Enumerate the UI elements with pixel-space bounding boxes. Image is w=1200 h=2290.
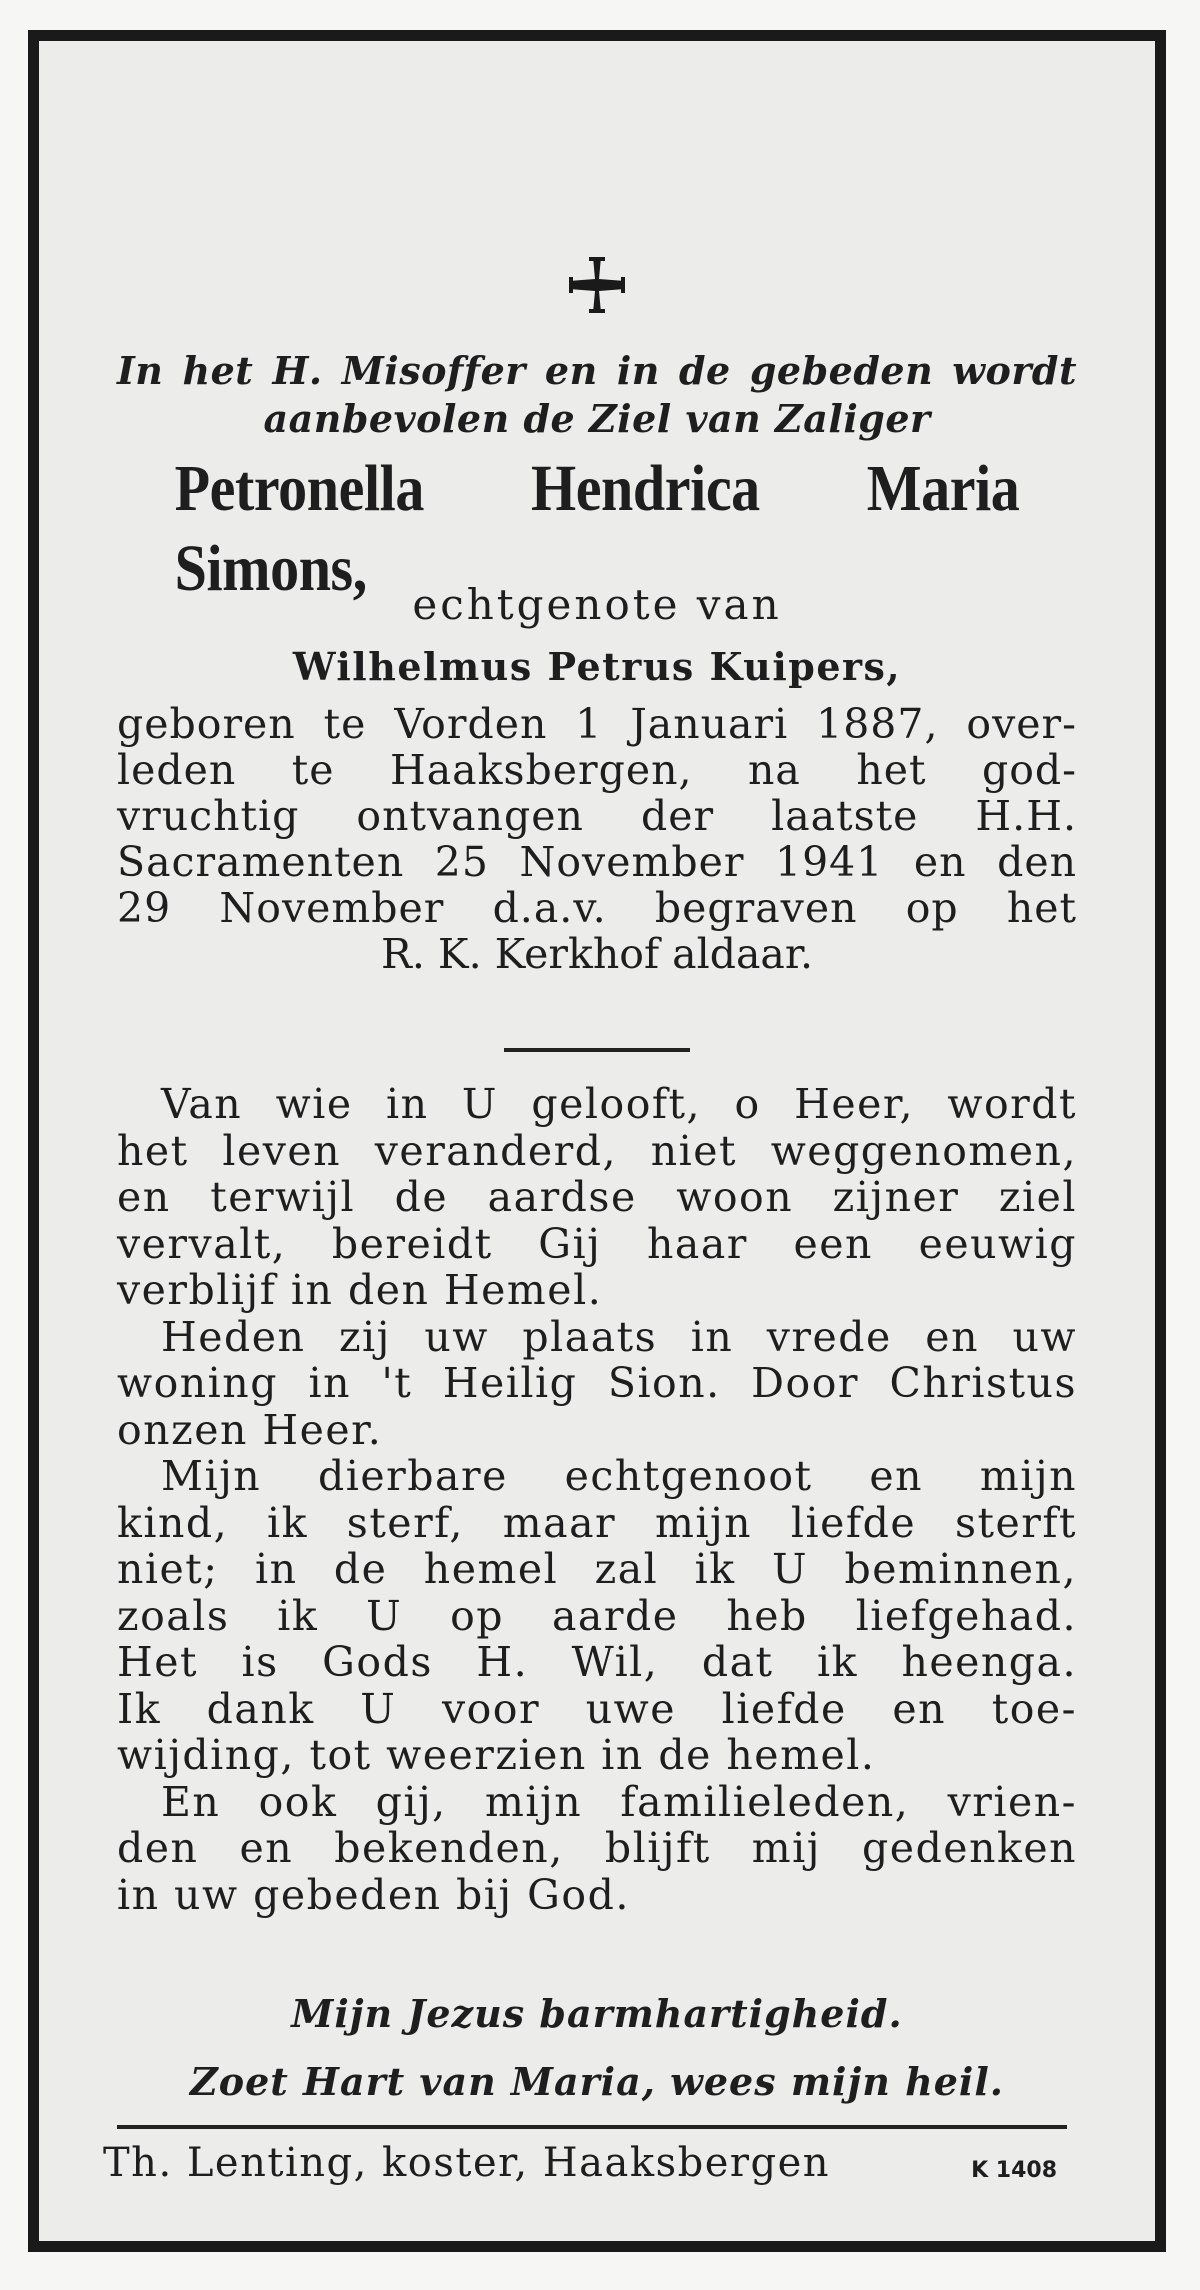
intro-line-2: aanbevolen de Ziel van Zaliger xyxy=(263,396,931,441)
intro-line-1: In het H. Misoffer en in de gebeden wordt xyxy=(117,348,1077,393)
printer-code: K 1408 xyxy=(971,2158,1057,2183)
prayer-line: niet; in de hemel zal ik U beminnen, xyxy=(117,1545,1077,1593)
deceased-name: Petronella Hendrica Maria Simons, xyxy=(174,452,1020,605)
printer-line xyxy=(103,2137,1067,2189)
prayer-line: den en bekenden, blijft mij gedenken xyxy=(117,1824,1077,1872)
prayer-line: kind, ik sterf, maar mijn liefde sterft xyxy=(117,1498,1077,1547)
prayer-line: Ik dank U voor uwe liefde en toe- xyxy=(117,1684,1077,1733)
prayer-line: verblijf in den Hemel. xyxy=(117,1266,603,1314)
prayer-line: Heden zij uw plaats in vrede en uw xyxy=(161,1312,1077,1361)
card-content xyxy=(103,41,1077,2241)
prayer-line: Het is Gods H. Wil, dat ik heenga. xyxy=(117,1638,1077,1686)
prayer-line: Van wie in U gelooft, o Heer, wordt xyxy=(161,1080,1077,1128)
printer-credit: Th. Lenting, koster, Haaksbergen xyxy=(103,2140,831,2186)
details-line: R. K. Kerkhof aldaar. xyxy=(381,930,813,978)
prayer-line: in uw gebeden bij God. xyxy=(117,1870,630,1919)
details-line: vruchtig ontvangen der laatste H.H. xyxy=(117,792,1077,840)
footer-divider xyxy=(117,2125,1067,2129)
details-line: geboren te Vorden 1 Januari 1887, over- xyxy=(117,700,1077,748)
prayer-line: onzen Heer. xyxy=(117,1405,383,1454)
cross-pattee-icon xyxy=(565,253,629,317)
prayer-line: zoals ik U op aarde heb liefgehad. xyxy=(117,1591,1077,1640)
prayer-line: het leven veranderd, niet weggenomen, xyxy=(117,1126,1077,1175)
prayer-line: Mijn dierbare echtgenoot en mijn xyxy=(161,1452,1077,1500)
details-line: leden te Haaksbergen, na het god- xyxy=(117,746,1077,794)
intro-text xyxy=(117,347,1077,443)
spouse-name: Wilhelmus Petrus Kuipers, xyxy=(292,644,902,689)
short-divider xyxy=(504,1048,690,1052)
memorial-card xyxy=(28,30,1166,2252)
prayer-line: vervalt, bereidt Gij haar een eeuwig xyxy=(117,1219,1077,1268)
prayer-line: woning in 't Heilig Sion. Door Christus xyxy=(117,1359,1077,1407)
prayer-line: En ook gij, mijn familieleden, vrien- xyxy=(161,1777,1077,1826)
details-line: Sacramenten 25 November 1941 en den xyxy=(117,838,1077,886)
prayer-text xyxy=(117,1081,1077,1918)
prayer-line: wijding, tot weerzien in de hemel. xyxy=(117,1731,876,1779)
details-line: 29 November d.a.v. begraven op het xyxy=(117,884,1077,932)
spouse-intro: echtgenote van xyxy=(412,580,782,629)
closing-invocation-1: Mijn Jezus barmhartigheid. xyxy=(291,1991,903,2036)
closing-invocation-2: Zoet Hart van Maria, wees mijn heil. xyxy=(190,2059,1004,2104)
biographical-details xyxy=(117,701,1077,977)
prayer-line: en terwijl de aardse woon zijner ziel xyxy=(117,1173,1077,1221)
